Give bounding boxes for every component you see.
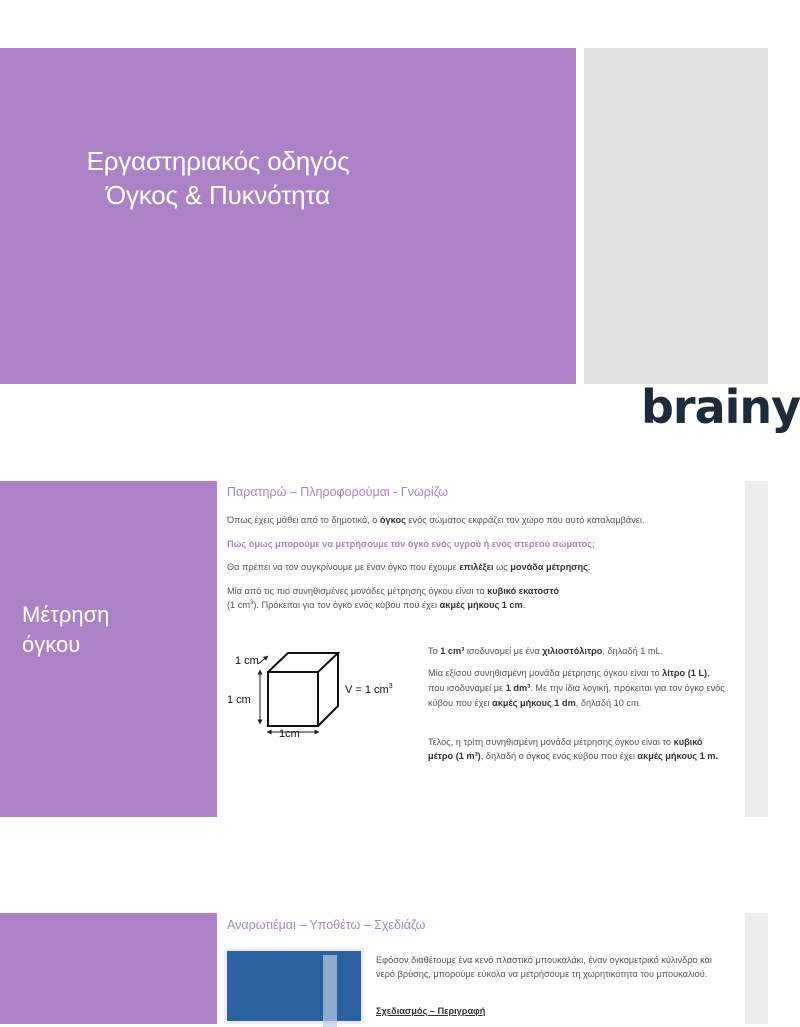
slide3-heading: Αναρωτιέμαι – Υποθέτω – Σχεδιάζω — [227, 918, 426, 932]
label-bottom: 1cm — [279, 728, 300, 740]
cover-title-line1: Εργαστηριακός οδηγός — [86, 146, 350, 176]
cube-diagram — [222, 640, 412, 750]
label-left: 1 cm — [227, 694, 251, 706]
label-top: 1 cm — [235, 655, 259, 667]
graduated-cylinder-photo — [224, 948, 364, 1024]
cover-title-line2: Όγκος & Πυκνότητα — [106, 180, 330, 210]
cube-front-face — [268, 672, 318, 726]
cover-title — [0, 144, 576, 212]
cube-side-face — [318, 653, 338, 726]
slide3-subheading: Σχεδιασμός – Περιγραφή — [376, 1006, 486, 1016]
slide2-paragraph-3: Μία από τις πιο συνηθισμένες μονάδες μέτρησης όγκου είναι το κυβικό εκατοστό (1 $cm^3$). Πρόκειται για τον όγκο ενός κύβου που έχει ακμές μήκους 1 cm. — [227, 586, 560, 610]
cover-panel — [0, 48, 576, 384]
volume-formula: V = 1 $cm^3$ — [345, 683, 393, 696]
slide2-side-title-line2: όγκου — [22, 632, 81, 657]
slide2-right-text-2: Μία εξίσου συνηθισμένη μονάδα μέτρησης όγκου είναι το λίτρο (1 L), που ισοδυναμεί με 1 dm³. Με την ίδια λογική, πρόκειται για τον όγκο ενός κύβου που έχει ακμές μήκους 1 dm, δηλαδή 10 cm. — [428, 668, 725, 708]
slide2-right-text-1: Το 1 cm³ ισοδυναμεί με ένα χιλιοστόλιτρο, δηλαδή 1 mL. — [428, 646, 664, 656]
cylinder-icon — [323, 955, 337, 1027]
brainy-logo: brainy — [641, 380, 800, 434]
slide3-right-strip — [745, 913, 768, 1024]
slide3-paragraph-1: Εφόσον διαθέτουμε ένα κενό πλαστικό μπουκαλάκι, έναν ογκομετρικό κύλινδρο και νερό βρύσης, μπορούμε εύκολα να μετρήσουμε τη χωρητικότητα του μπουκαλιού. — [376, 955, 712, 979]
slide2-side-title — [22, 600, 109, 660]
slide2-heading: Παρατηρώ – Πληροφορούμαι - Γνωρίζω — [227, 485, 449, 499]
slide2-right-strip — [745, 481, 768, 817]
cube-top-face — [268, 653, 338, 672]
slide2-right-text-3: Τέλος, η τρίτη συνηθισμένη μονάδα μέτρησης όγκου είναι το κυβικό μέτρο (1 m³), δηλαδή ο όγκος ενός κύβου που έχει ακμές μήκους 1 m. — [428, 737, 719, 761]
cover-side-panel — [584, 48, 768, 384]
cube-icon — [268, 653, 338, 726]
slide2-question: Πώς όμως μπορούμε να μετρήσουμε τον όγκο ενός υγρού ή ενός στερεού σώματος; — [227, 539, 596, 549]
slide3-side-panel — [0, 913, 217, 1024]
slide2-paragraph-2: Θα πρέπει να τον συγκρίνουμε με έναν όγκο που έχουμε επιλέξει ως μονάδα μέτρησης. — [227, 562, 591, 572]
depth-arrow — [258, 656, 268, 664]
slide2-paragraph-1: Όπως έχεις μάθει από το δημοτικό, ο όγκος ενός σώματος εκφράζει τον χώρο που αυτό καταλαμβάνει. — [227, 515, 645, 525]
slide2-side-title-line1: Μέτρηση — [22, 602, 110, 627]
